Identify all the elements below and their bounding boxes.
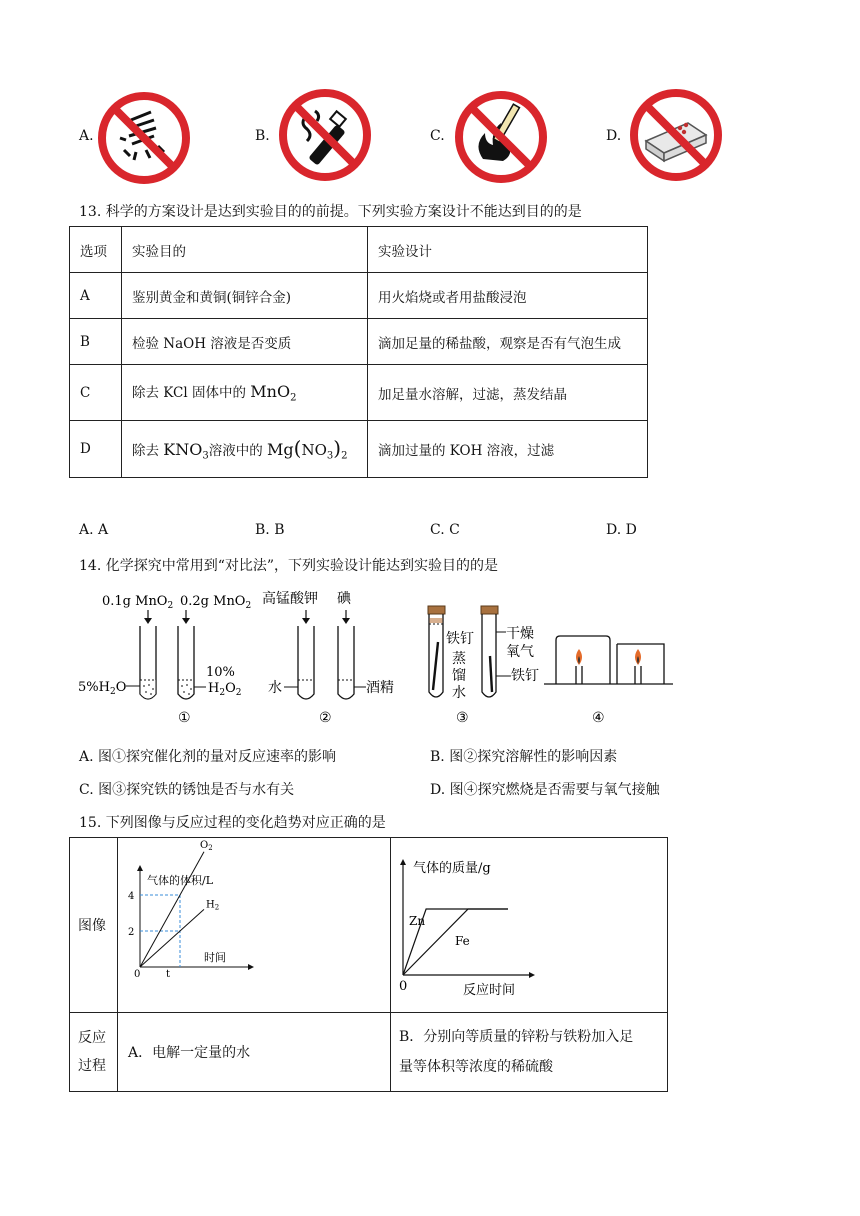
svg-text:H2O2: $H_2O_2$ bbox=[208, 681, 242, 698]
question-15-stem: 15. 下列图像与反应过程的变化趋势对应正确的是 bbox=[79, 815, 386, 831]
svg-text:②: ② bbox=[319, 710, 332, 726]
figure-1-catalyst-tubes bbox=[78, 594, 251, 726]
row-label-graph: 图像 bbox=[70, 838, 118, 1013]
figure-3-iron-rust-tubes bbox=[428, 606, 539, 726]
table-cell: 滴加过量的 KOH 溶液，过滤 bbox=[368, 421, 648, 478]
chart-b-origin: 0 bbox=[399, 979, 408, 994]
chart-b-zn-label: Zn bbox=[409, 914, 426, 928]
chart-b-ylabel: 气体的质量/g bbox=[413, 861, 491, 876]
q13-answer-d: D. D bbox=[606, 522, 637, 538]
svg-text:水: 水 bbox=[268, 680, 282, 696]
chart-a-xlabel: 时间 bbox=[204, 951, 226, 964]
process-b: B．分别向等质量的锌粉与铁粉加入足 量等体积等浓度的稀硫酸 bbox=[391, 1013, 668, 1092]
chart-b-xlabel: 反应时间 bbox=[463, 983, 516, 998]
q14-option-b: B. 图②探究溶解性的影响因素 bbox=[430, 749, 618, 765]
svg-text:氧气: 氧气 bbox=[506, 644, 534, 660]
table-cell: 除去 $KNO_3$溶液中的 $Mg(NO_3)_2$ bbox=[122, 421, 368, 478]
table-header: 实验目的 bbox=[122, 227, 368, 273]
svg-text:5%H2O: $5\%H_2O$ bbox=[78, 680, 127, 697]
svg-text:①: ① bbox=[178, 710, 191, 726]
svg-text:碘: 碘 bbox=[337, 591, 351, 607]
figure-4-candle-beakers bbox=[544, 636, 673, 726]
svg-text:馏: 馏 bbox=[452, 668, 466, 684]
table-cell: 除去 KCl 固体中的 MnO$_2$ bbox=[122, 365, 368, 421]
q13-answer-a: A. A bbox=[79, 522, 109, 538]
svg-text:高锰酸钾: 高锰酸钾 bbox=[262, 591, 318, 607]
svg-text:0.2g MnO2: 0.2g MnO$_2$ bbox=[180, 594, 252, 611]
process-a: A．电解一定量的水 bbox=[118, 1013, 391, 1092]
table-cell: 检验 NaOH 溶液是否变质 bbox=[122, 319, 368, 365]
chart-a-origin: 0 bbox=[134, 969, 141, 980]
svg-text:水: 水 bbox=[452, 685, 466, 701]
option-c-label: C. bbox=[430, 128, 445, 144]
table-row bbox=[70, 319, 648, 365]
table-row bbox=[70, 365, 648, 421]
figure-2-solubility-tubes bbox=[262, 590, 394, 726]
chart-b-y-arrow bbox=[400, 859, 406, 865]
svg-text:干燥: 干燥 bbox=[506, 626, 534, 642]
svg-text:酒精: 酒精 bbox=[366, 680, 394, 696]
table-cell: D bbox=[70, 421, 122, 478]
q13-answer-c: C. C bbox=[430, 522, 460, 538]
table-cell: 加足量水溶解，过滤，蒸发结晶 bbox=[368, 365, 648, 421]
table-row bbox=[70, 421, 648, 478]
question-13-table bbox=[69, 226, 648, 478]
option-b-label: B. bbox=[255, 128, 270, 144]
chart-a-series-h2 bbox=[140, 909, 204, 967]
table-cell: C bbox=[70, 365, 122, 421]
svg-text:铁钉: 铁钉 bbox=[511, 668, 539, 684]
q13-answer-b: B. B bbox=[255, 522, 285, 538]
chart-a-tick-label: 2 bbox=[128, 927, 135, 938]
chart-a-o2-label: $O_2$ bbox=[200, 839, 213, 852]
svg-text:③: ③ bbox=[456, 710, 469, 726]
question-13-stem: 13. 科学的方案设计是达到实验目的的前提。下列实验方案设计不能达到目的的是 bbox=[79, 204, 582, 220]
svg-text:铁钉: 铁钉 bbox=[446, 631, 474, 647]
question-14-stem: 14. 化学探究中常用到“对比法”，下列实验设计能达到实验目的的是 bbox=[79, 558, 499, 574]
chart-b-metal-acid bbox=[391, 838, 667, 1008]
chart-a-ylabel: 气体的体积/L bbox=[147, 874, 214, 887]
chart-a-h2-label: $H_2$ bbox=[206, 899, 220, 912]
no-fireworks-sign-icon bbox=[96, 90, 192, 186]
chart-b-x-arrow bbox=[529, 972, 535, 978]
svg-text:0.1g MnO2: 0.1g MnO$_2$ bbox=[102, 594, 174, 611]
table-cell: B bbox=[70, 319, 122, 365]
chart-a-x-arrow bbox=[248, 964, 254, 970]
q14-option-c: C. 图③探究铁的锈蚀是否与水有关 bbox=[79, 782, 295, 798]
svg-text:④: ④ bbox=[592, 710, 605, 726]
table-row bbox=[70, 273, 648, 319]
option-d-label: D. bbox=[606, 128, 622, 144]
chart-a-series-o2 bbox=[140, 852, 204, 967]
no-matches-sign-icon bbox=[628, 87, 724, 183]
chart-a-y-arrow bbox=[137, 865, 143, 871]
svg-text:10%: 10% bbox=[206, 665, 235, 680]
chart-a-electrolysis bbox=[118, 838, 390, 1008]
table-cell: 鉴别黄金和黄铜(铜锌合金) bbox=[122, 273, 368, 319]
table-cell: 用火焰烧或者用盐酸浸泡 bbox=[368, 273, 648, 319]
no-smoking-sign-icon bbox=[277, 87, 373, 183]
chart-a-tick-label: 4 bbox=[128, 891, 135, 902]
table-cell: A bbox=[70, 273, 122, 319]
table-cell: 滴加足量的稀盐酸，观察是否有气泡生成 bbox=[368, 319, 648, 365]
chart-a-cell bbox=[118, 838, 391, 1013]
question-15-table bbox=[69, 837, 668, 1092]
chart-b-fe-label: Fe bbox=[455, 934, 470, 948]
row-label-process: 反应 过程 bbox=[70, 1013, 118, 1092]
chart-b-cell bbox=[391, 838, 668, 1013]
chart-a-t-label: t bbox=[166, 969, 171, 980]
svg-text:蒸: 蒸 bbox=[452, 651, 466, 667]
q14-figures bbox=[76, 586, 676, 728]
option-a-label: A. bbox=[79, 128, 94, 144]
table-header: 实验设计 bbox=[368, 227, 648, 273]
table-header: 选项 bbox=[70, 227, 122, 273]
q14-option-a: A. 图①探究催化剂的量对反应速率的影响 bbox=[79, 749, 337, 765]
no-open-flame-sign-icon bbox=[453, 89, 549, 185]
q14-option-d: D. 图④探究燃烧是否需要与氧气接触 bbox=[430, 782, 660, 798]
